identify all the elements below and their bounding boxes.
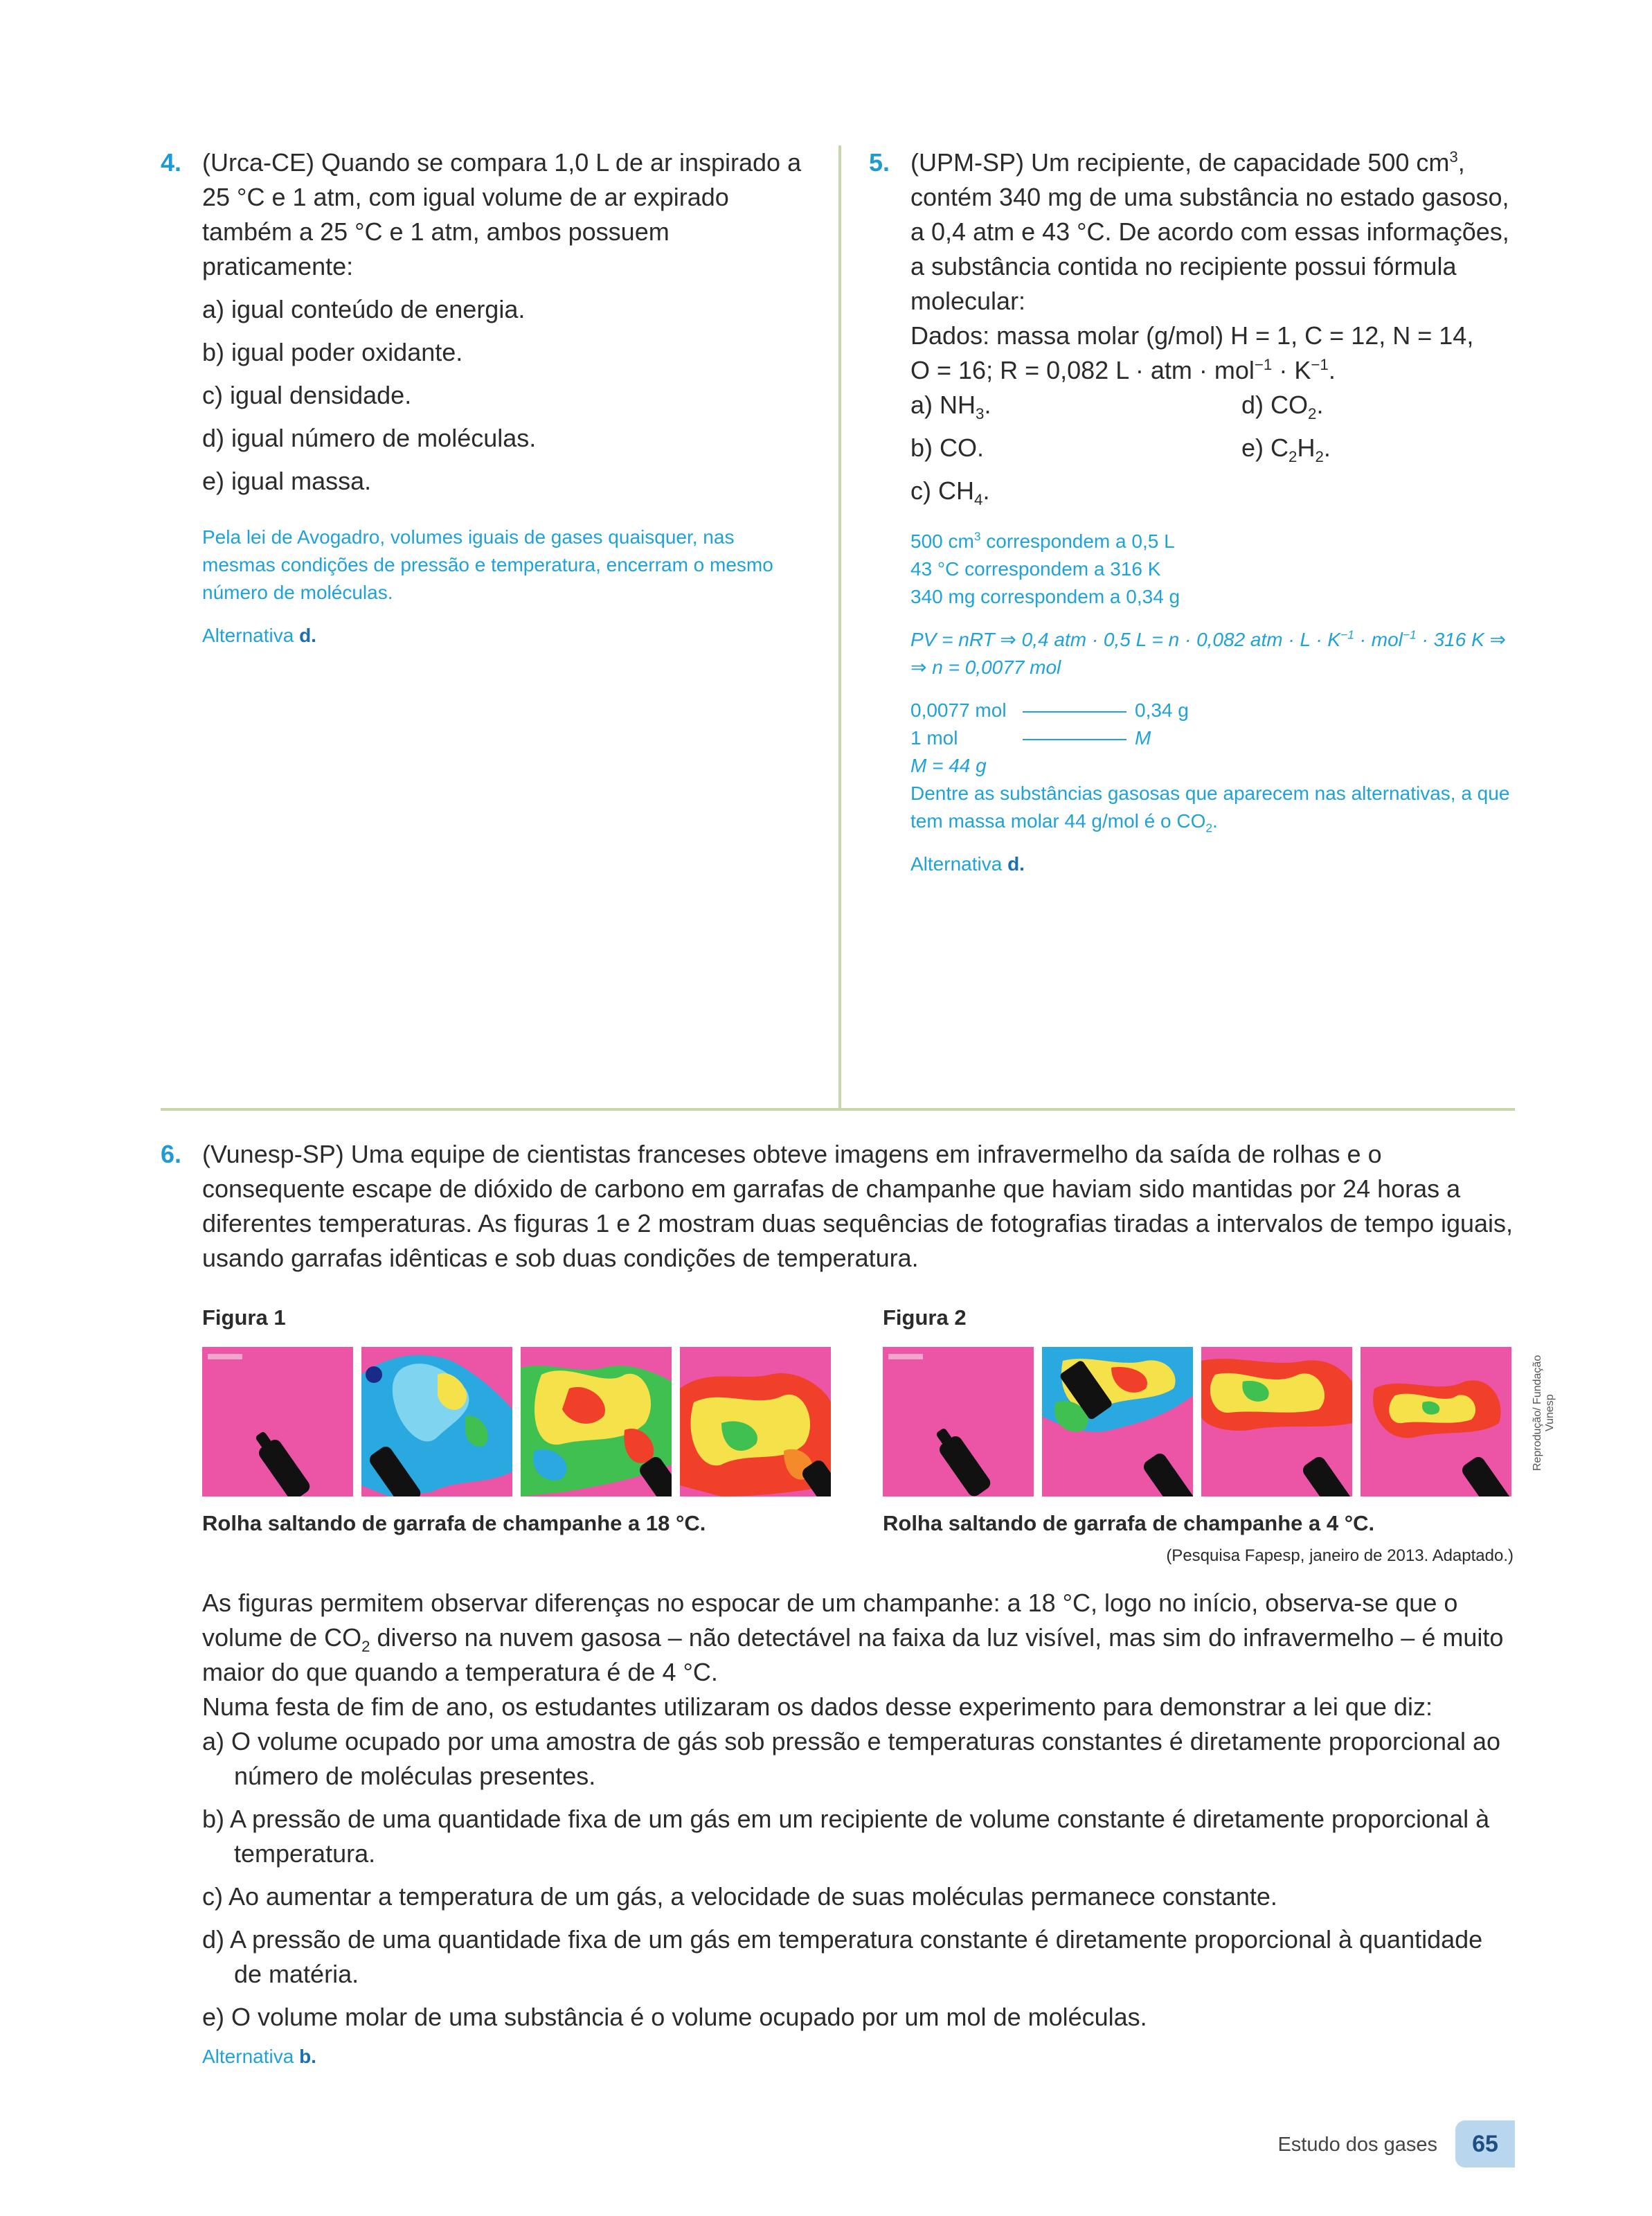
option-e: e) O volume molar de uma substância é o volume ocupado por um mol de moléculas. — [202, 2003, 1147, 2031]
question-4-stem: 4. (Urca-CE) Quando se compara 1,0 L de ar inspirado a 25 °C e 1 atm, com igual volume de ar expirado também a 25 °C e 1 atm, ambos possuem praticamente: — [161, 145, 811, 284]
question-4-options — [161, 292, 811, 499]
page-number: 65 — [1455, 2120, 1515, 2168]
infrared-frame — [1042, 1347, 1193, 1496]
option-a: a) $NH_3$. — [910, 391, 991, 423]
proportion-line — [1023, 711, 1126, 713]
question-number: 5. — [869, 148, 890, 177]
infrared-frame — [202, 1347, 353, 1496]
figure-2-caption: Rolha saltando de garrafa de champanhe a 4 °C. — [883, 1511, 1375, 1535]
option-c: c) $CH_4$. — [910, 476, 990, 509]
figure-1-image-strip — [202, 1347, 832, 1496]
question-5-data: Dados: massa molar (g/mol) H = 1, C = 12, N = 14, O = 16; R = 0,082 L · atm · $mol^{-1} \cdot K^{-1}$. — [910, 321, 1474, 384]
source-credit: (Pesquisa Fapesp, janeiro de 2013. Adaptado.) — [1166, 1546, 1514, 1565]
infrared-frame — [1361, 1347, 1511, 1496]
figure-2-label: Figura 2 — [883, 1305, 967, 1330]
solution: 500 $cm^3$ correspondem a 0,5 L 43 °C correspondem a 316 K 340 mg correspondem a 0,34 g PV = nRT ⇒ 0,4 atm · 0,5 L = n · 0,082 atm · $L \cdot K^{-1} \cdot mol^{-1} \cdot 316$ K ⇒ ⇒ n = 0,0077 mol 0,0077 mol 0,34 g 1 mol M M = 44 g Dentre as substâncias gasosas que aparecem nas alternativas, a que tem massa molar 44 g/mol é o $CO_2$. Alternativa d. — [910, 529, 1510, 875]
question-6-body: As figuras permitem observar diferenças no espocar de um champanhe: a 18 °C, logo no início, observa-se que o volume de $CO_2$ diverso na nuvem gasosa – não detectável na faixa da luz visível, mas sim do infravermelho – é muito maior do que quando a temperatura é de 4 °C. Numa festa de fim de ano, os estudantes utilizaram os dados desse experimento para demonstrar a lei que diz: a) O volume ocupado por uma amostra de gás sob pressão e temperaturas constantes é diretamente proporcional ao número de moléculas presentes. b) A pressão de uma quantidade fixa de um gás em um recipiente de volume constante é diretamente proporcional à temperatura. c) Ao aumentar a temperatura de um gás, a velocidade de suas moléculas permanece constante. d) A pressão de uma quantidade fixa de um gás em temperatura constante é diretamente proporcional à quantidade de matéria. e) O volume molar de uma substância é o volume ocupado por um mol de moléculas. Alternativa b. — [202, 1586, 1516, 2071]
question-4 — [161, 145, 811, 650]
question-5 — [869, 145, 1516, 878]
infrared-frame — [883, 1347, 1034, 1496]
answer-line: Alternativa d. — [202, 625, 316, 646]
option-a: a) igual conteúdo de energia. — [202, 295, 526, 323]
figure-2-image-strip — [883, 1347, 1514, 1496]
option-e: e) $C_2H_2$. — [1241, 434, 1331, 466]
section-divider — [161, 1108, 1515, 1111]
option-d: d) A pressão de uma quantidade fixa de um gás em temperatura constante é diretamente proporcional à quantidade de matéria. — [202, 1925, 1483, 1988]
question-6 — [161, 1137, 1516, 1276]
figure-1-caption: Rolha saltando de garrafa de champanhe a 18 °C. — [202, 1511, 706, 1535]
option-b: b) CO. — [910, 434, 985, 462]
answer-explanation: Pela lei de Avogadro, volumes iguais de gases quaisquer, nas mesmas condições de pressão e temperatura, encerram o mesmo número de moléculas. — [202, 526, 773, 603]
infrared-frame — [361, 1347, 512, 1496]
image-credit: Reprodução/ Fundação Vunesp — [1532, 1355, 1556, 1471]
option-b: b) igual poder oxidante. — [202, 338, 463, 366]
option-c: c) igual densidade. — [202, 381, 412, 409]
option-b: b) A pressão de uma quantidade fixa de um gás em um recipiente de volume constante é diretamente proporcional à temperatura. — [202, 1805, 1490, 1868]
option-e: e) igual massa. — [202, 467, 372, 495]
option-d: d) $CO_2$. — [1241, 391, 1324, 423]
answer-line: Alternativa b. — [202, 2046, 316, 2067]
column-divider — [838, 145, 841, 1108]
option-d: d) igual número de moléculas. — [202, 424, 537, 452]
section-title: Estudo dos gases — [1277, 2134, 1437, 2156]
infrared-frame — [521, 1347, 672, 1496]
question-number: 6. — [161, 1140, 182, 1168]
figure-1-label: Figura 1 — [202, 1305, 286, 1330]
infrared-frame — [1201, 1347, 1352, 1496]
question-number: 4. — [161, 148, 182, 177]
question-6-stem: 6. (Vunesp-SP) Uma equipe de cientistas franceses obteve imagens em infravermelho da saída de rolhas e o consequente escape de dióxido de carbono em garrafas de champanhe que haviam sido mantidas por 24 horas a diferentes temperaturas. As figuras 1 e 2 mostram duas sequências de fotografias tiradas a intervalos de tempo iguais, usando garrafas idênticas e sob duas condições de temperatura. — [161, 1137, 1516, 1276]
question-5-options — [869, 388, 1516, 519]
option-c: c) Ao aumentar a temperatura de um gás, a velocidade de suas moléculas permanece constante. — [202, 1882, 1277, 1911]
proportion-line — [1023, 739, 1126, 740]
question-6-options — [202, 1724, 1516, 2035]
question-5-stem: 5. (UPM-SP) Um recipiente, de capacidade 500 $cm^3$, contém 340 mg de uma substância no estado gasoso, a 0,4 atm e 43 °C. De acordo com essas informações, a substância contida no recipiente possui fórmula molecular: — [869, 145, 1516, 319]
option-a: a) O volume ocupado por uma amostra de gás sob pressão e temperaturas constantes é diretamente proporcional ao número de moléculas presentes. — [202, 1727, 1501, 1790]
infrared-frame — [680, 1347, 831, 1496]
